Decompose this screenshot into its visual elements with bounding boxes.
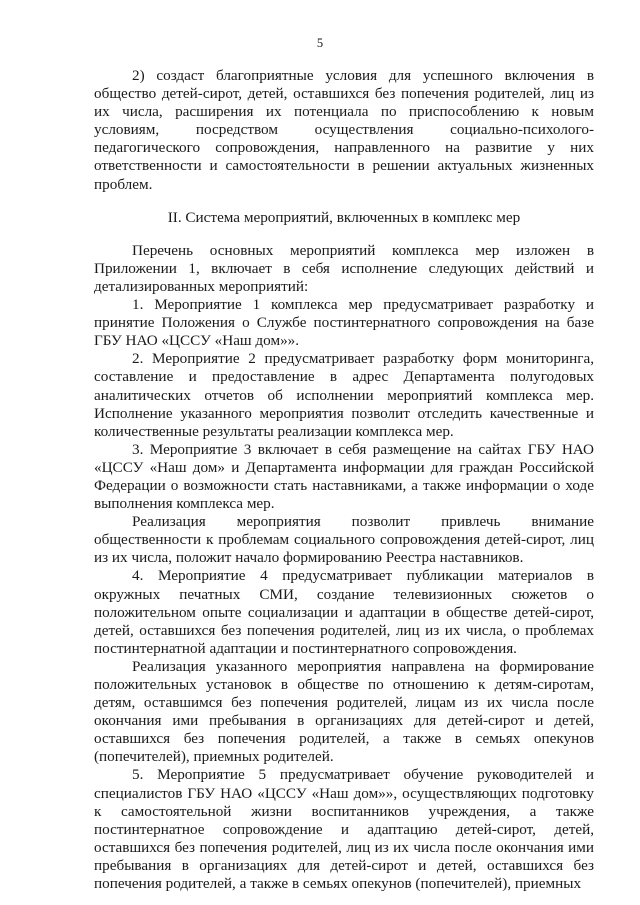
paragraph-measure-3-result: Реализация мероприятия позволит привлечь внимание общественности к проблемам социального сопровождения детей-сирот, лиц из их числа, положит начало формированию Реестра наставников.	[94, 513, 594, 567]
section-heading: II. Система мероприятий, включенных в комплекс мер	[167, 208, 521, 226]
paragraph-overview: Перечень основных мероприятий комплекса мер изложен в Приложении 1, включает в себя исполнение следующих действий и детализированных мероприятий:	[94, 241, 594, 295]
paragraph-measure-1: 1. Мероприятие 1 комплекса мер предусматривает разработку и принятие Положения о Службе постинтернатного сопровождения на базе ГБУ НАО «ЦССУ «Наш дом»».	[94, 296, 594, 350]
paragraph-measure-4: 4. Мероприятие 4 предусматривает публикации материалов в окружных печатных СМИ, создание телевизионных сюжетов о положительном опыте социализации и адаптации в обществе детей-сирот, детей, оставшихся без попечения родителей, лиц из их числа, о проблемах постинтернатной адаптации и постинтернатного сопровождения.	[94, 567, 594, 657]
paragraph-measure-2: 2. Мероприятие 2 предусматривает разработку форм мониторинга, составление и предоставление в адрес Департамента полугодовых аналитических отчетов об исполнении мероприятий комплекса мер. Исполнение указанного мероприятия позволит отследить качественные и количественные результаты реализации комплекса мер.	[94, 350, 594, 440]
paragraph-measure-5: 5. Мероприятие 5 предусматривает обучение руководителей и специалистов ГБУ НАО «ЦССУ «Наш дом»», осуществляющих подготовку к самостоятельной жизни воспитанников учреждения, а также постинтернатное сопровождение и адаптацию детей-сирот, детей, оставшихся без попечения родителей, лиц из их числа после окончания ими пребывания в организациях для детей-сирот и детей, оставшихся без попечения родителей, а также в семьях опекунов (попечителей), приемных	[94, 766, 594, 893]
document-body	[94, 67, 594, 893]
paragraph-measure-4-result: Реализация указанного мероприятия направлена на формирование положительных установок в обществе по отношению к детям-сиротам, детям, оставшимся без попечения родителей, лицам из их числа после окончания ими пребывания в организациях для детей-сирот и детей, оставшихся без попечения родителей, а также в семьях опекунов (попечителей), приемных родителей.	[94, 657, 594, 766]
paragraph-measure-3: 3. Мероприятие 3 включает в себя размещение на сайтах ГБУ НАО «ЦССУ «Наш дом» и Департамента информации для граждан Российской Федерации о возможности стать наставниками, а также информации о ходе выполнения комплекса мер.	[94, 440, 594, 513]
page-number: 5	[316, 36, 324, 50]
intro-paragraph: 2) создаст благоприятные условия для успешного включения в общество детей-сирот, детей, оставшихся без попечения родителей, лиц из их числа, расширения их потенциала по приспособлению к новым условиям, посредством осуществления социально-психолого-педагогического сопровождения, направленного на развитие у них ответственности и самостоятельности в решении актуальных жизненных проблем.	[94, 67, 594, 193]
